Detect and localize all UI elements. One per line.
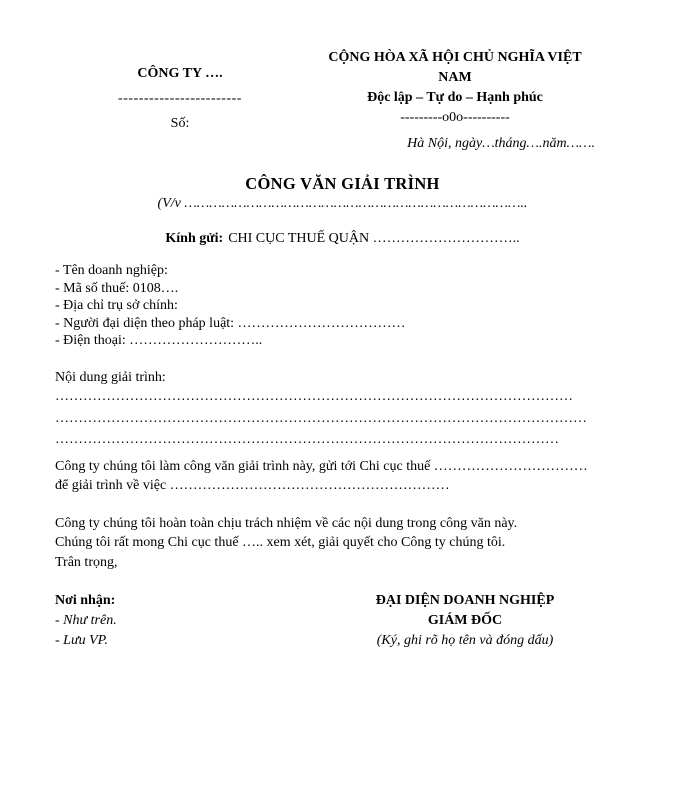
motto-divider: ---------o0o---------- — [400, 109, 510, 125]
subject-line: (V/v ……………………………………………………………………….. — [157, 196, 528, 211]
statement-paragraph — [55, 457, 630, 496]
company-info-line: - Địa chỉ trụ sở chính: — [55, 298, 178, 313]
statement-line: Công ty chúng tôi làm công văn giải trình này, gửi tới Chi cục thuế …………………………… — [55, 458, 588, 474]
recipient-item: - Như trên. — [55, 613, 117, 628]
statement-line: để giải trình về việc …………………………………………………… — [55, 478, 450, 493]
company-info-line: - Mã số thuế: 0108…. — [55, 280, 179, 296]
dotted-fill-line: ………………………………………………………………………………………………… — [55, 389, 573, 404]
company-divider: ------------------------ — [118, 90, 242, 106]
recipients-label: Nơi nhận: — [55, 593, 116, 608]
footer — [55, 591, 630, 651]
signature-block — [315, 591, 615, 651]
recipients-block — [55, 591, 285, 651]
commitment-line: Công ty chúng tôi hoàn toàn chịu trách nhiệm về các nội dung trong công văn này. — [55, 515, 518, 531]
letterhead-national-block — [315, 48, 595, 153]
document-number-label: Số: — [170, 116, 190, 131]
explanation-label: Nội dung giải trình: — [55, 369, 166, 385]
commitment-paragraph — [55, 514, 630, 573]
company-info-line: - Điện thoại: ……………………….. — [55, 333, 263, 348]
company-name: CÔNG TY …. — [137, 66, 223, 81]
company-info-line: - Người đại diện theo pháp luật: ……………………………… — [55, 315, 406, 331]
signature-title: ĐẠI DIỆN DOANH NGHIỆP — [375, 593, 555, 608]
place-date-line: Hà Nội, ngày…tháng….năm……. — [407, 136, 595, 151]
commitment-line: Trân trọng, — [55, 554, 118, 570]
recipient-label: Kính gửi: — [165, 230, 224, 246]
recipient-line — [55, 230, 630, 248]
letterhead — [55, 48, 630, 153]
recipient-item: - Lưu VP. — [55, 633, 108, 648]
signature-note: (Ký, ghi rõ họ tên và đóng dấu) — [376, 633, 554, 648]
dotted-fill-line: ……………………………………………………………………………………………… — [55, 432, 559, 447]
dotted-fill-line: …………………………………………………………………………………………………… — [55, 410, 587, 426]
signature-role: GIÁM ĐỐC — [427, 613, 503, 628]
national-motto: Độc lập – Tự do – Hạnh phúc — [367, 90, 543, 105]
recipient-value: CHI CỤC THUẾ QUẬN ………………………….. — [228, 230, 520, 246]
document-title: CÔNG VĂN GIẢI TRÌNH — [245, 173, 440, 193]
national-title: CỘNG HÒA XÃ HỘI CHỦ NGHĨA VIỆT NAM — [328, 50, 582, 85]
company-info-line: - Tên doanh nghiệp: — [55, 263, 168, 278]
commitment-line: Chúng tôi rất mong Chi cục thuế ….. xem xét, giải quyết cho Công ty chúng tôi. — [55, 535, 506, 550]
letterhead-company-block — [55, 48, 305, 153]
company-info-section — [55, 262, 630, 350]
explanation-section — [55, 369, 630, 451]
